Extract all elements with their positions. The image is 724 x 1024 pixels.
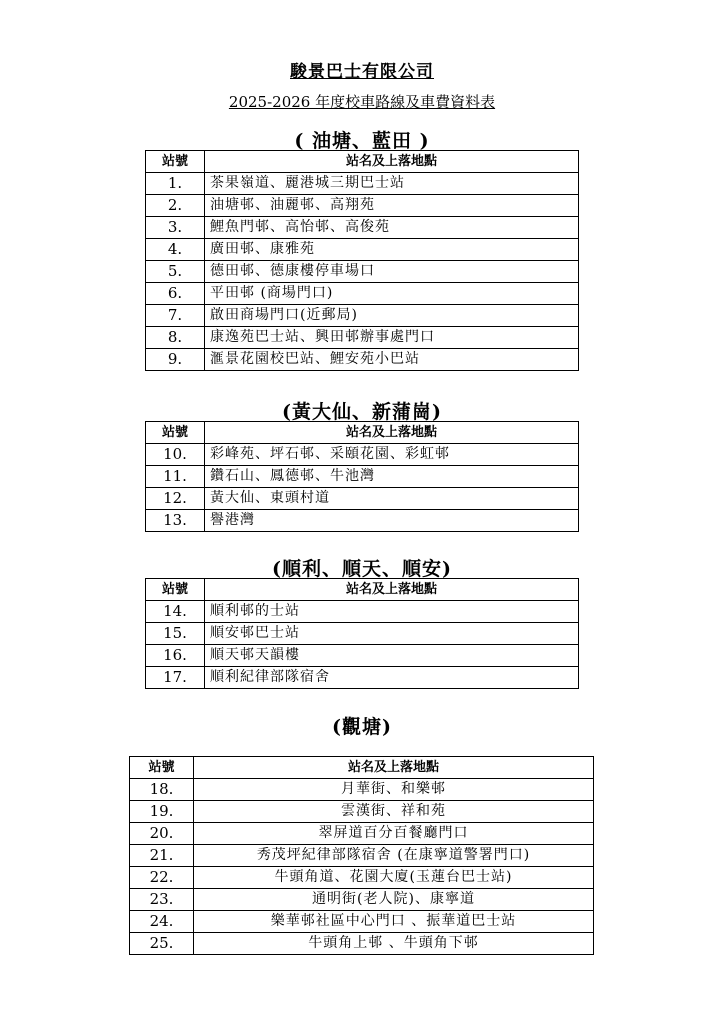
stop-name: 滙景花園校巴站、鯉安苑小巴站 bbox=[205, 349, 579, 371]
stop-number: 14. bbox=[146, 601, 205, 623]
stop-name: 順安邨巴士站 bbox=[205, 623, 579, 645]
stop-name: 茶果嶺道、麗港城三期巴士站 bbox=[205, 173, 579, 195]
stop-number: 22. bbox=[130, 867, 194, 889]
stop-name: 牛頭角上邨 、牛頭角下邨 bbox=[194, 933, 594, 955]
table-row bbox=[130, 867, 594, 889]
stop-number: 17. bbox=[146, 667, 205, 689]
stop-number: 3. bbox=[146, 217, 205, 239]
stop-table-kwun-tong bbox=[129, 756, 594, 955]
table-row bbox=[130, 911, 594, 933]
stop-number: 23. bbox=[130, 889, 194, 911]
stop-number: 1. bbox=[146, 173, 205, 195]
table-row bbox=[146, 195, 579, 217]
stop-name: 雲漢街、祥和苑 bbox=[194, 801, 594, 823]
table-row bbox=[146, 173, 579, 195]
stop-table-shun-lee-shun-tin-shun-on bbox=[145, 578, 579, 689]
section-title-kwun-tong: (觀塘) bbox=[332, 716, 392, 738]
section-title-yau-tong-lam-tin: ( 油塘、藍田 ) bbox=[294, 130, 430, 152]
stop-name: 月華街、和樂邨 bbox=[194, 779, 594, 801]
table-row bbox=[146, 510, 579, 532]
stop-number: 9. bbox=[146, 349, 205, 371]
header-stop-no: 站號 bbox=[146, 579, 205, 601]
stop-number: 11. bbox=[146, 466, 205, 488]
stop-number: 2. bbox=[146, 195, 205, 217]
table-row bbox=[146, 261, 579, 283]
table-row bbox=[130, 845, 594, 867]
stop-number: 13. bbox=[146, 510, 205, 532]
stop-number: 21. bbox=[130, 845, 194, 867]
stop-name: 譽港灣 bbox=[205, 510, 579, 532]
table-row bbox=[146, 305, 579, 327]
table-row bbox=[146, 239, 579, 261]
stop-table-wong-tai-sin-san-po-kong bbox=[145, 421, 579, 532]
section-title-shun-lee-shun-tin-shun-on: (順利、順天、順安) bbox=[272, 558, 452, 580]
company-name: 駿景巴士有限公司 bbox=[290, 62, 434, 82]
stop-name: 廣田邨、康雅苑 bbox=[205, 239, 579, 261]
table-row bbox=[146, 283, 579, 305]
table-header-row bbox=[146, 579, 579, 601]
stop-name: 鯉魚門邨、高怡邨、高俊苑 bbox=[205, 217, 579, 239]
stop-name: 順利邨的士站 bbox=[205, 601, 579, 623]
table-row bbox=[130, 823, 594, 845]
stop-name: 順利紀律部隊宿舍 bbox=[205, 667, 579, 689]
table-row bbox=[146, 217, 579, 239]
stop-name: 康逸苑巴士站、興田邨辦事處門口 bbox=[205, 327, 579, 349]
table-row bbox=[130, 801, 594, 823]
stop-name: 黃大仙、東頭村道 bbox=[205, 488, 579, 510]
table-row bbox=[130, 779, 594, 801]
table-row bbox=[146, 623, 579, 645]
stop-table-yau-tong-lam-tin bbox=[145, 150, 579, 371]
stop-number: 25. bbox=[130, 933, 194, 955]
table-row bbox=[146, 645, 579, 667]
section-title-wong-tai-sin-san-po-kong: (黃大仙、新蒲崗) bbox=[282, 401, 442, 423]
table-row bbox=[146, 601, 579, 623]
table-row bbox=[146, 466, 579, 488]
stop-name: 秀茂坪紀律部隊宿舍 (在康寧道警署門口) bbox=[194, 845, 594, 867]
stop-name: 德田邨、德康樓停車場口 bbox=[205, 261, 579, 283]
stop-number: 6. bbox=[146, 283, 205, 305]
stop-name: 啟田商場門口(近郵局) bbox=[205, 305, 579, 327]
stop-number: 7. bbox=[146, 305, 205, 327]
table-row bbox=[146, 349, 579, 371]
table-header-row bbox=[146, 151, 579, 173]
stop-number: 15. bbox=[146, 623, 205, 645]
stop-number: 19. bbox=[130, 801, 194, 823]
stop-number: 5. bbox=[146, 261, 205, 283]
header-stop-name: 站名及上落地點 bbox=[205, 579, 579, 601]
stop-name: 順天邨天韻樓 bbox=[205, 645, 579, 667]
table-header-row bbox=[130, 757, 594, 779]
stop-number: 24. bbox=[130, 911, 194, 933]
header-stop-name: 站名及上落地點 bbox=[205, 151, 579, 173]
stop-number: 12. bbox=[146, 488, 205, 510]
header-stop-name: 站名及上落地點 bbox=[205, 422, 579, 444]
stop-name: 油塘邨、油麗邨、高翔苑 bbox=[205, 195, 579, 217]
stop-number: 18. bbox=[130, 779, 194, 801]
stop-name: 翠屏道百分百餐廳門口 bbox=[194, 823, 594, 845]
stop-name: 平田邨 (商場門口) bbox=[205, 283, 579, 305]
stop-number: 20. bbox=[130, 823, 194, 845]
document-subtitle: 2025-2026 年度校車路線及車費資料表 bbox=[228, 93, 496, 111]
table-row bbox=[146, 488, 579, 510]
stop-number: 8. bbox=[146, 327, 205, 349]
header-stop-no: 站號 bbox=[130, 757, 194, 779]
table-row bbox=[146, 444, 579, 466]
stop-name: 牛頭角道、花園大廈(玉蓮台巴士站) bbox=[194, 867, 594, 889]
stop-number: 10. bbox=[146, 444, 205, 466]
stop-name: 彩峰苑、坪石邨、采頤花園、彩虹邨 bbox=[205, 444, 579, 466]
table-row bbox=[130, 933, 594, 955]
stop-number: 4. bbox=[146, 239, 205, 261]
stop-name: 樂華邨社區中心門口 、振華道巴士站 bbox=[194, 911, 594, 933]
table-row bbox=[130, 889, 594, 911]
table-header-row bbox=[146, 422, 579, 444]
stop-name: 鑽石山、鳳德邨、牛池灣 bbox=[205, 466, 579, 488]
table-row bbox=[146, 667, 579, 689]
stop-number: 16. bbox=[146, 645, 205, 667]
header-stop-no: 站號 bbox=[146, 422, 205, 444]
header-stop-name: 站名及上落地點 bbox=[194, 757, 594, 779]
header-stop-no: 站號 bbox=[146, 151, 205, 173]
stop-name: 通明街(老人院)、康寧道 bbox=[194, 889, 594, 911]
table-row bbox=[146, 327, 579, 349]
